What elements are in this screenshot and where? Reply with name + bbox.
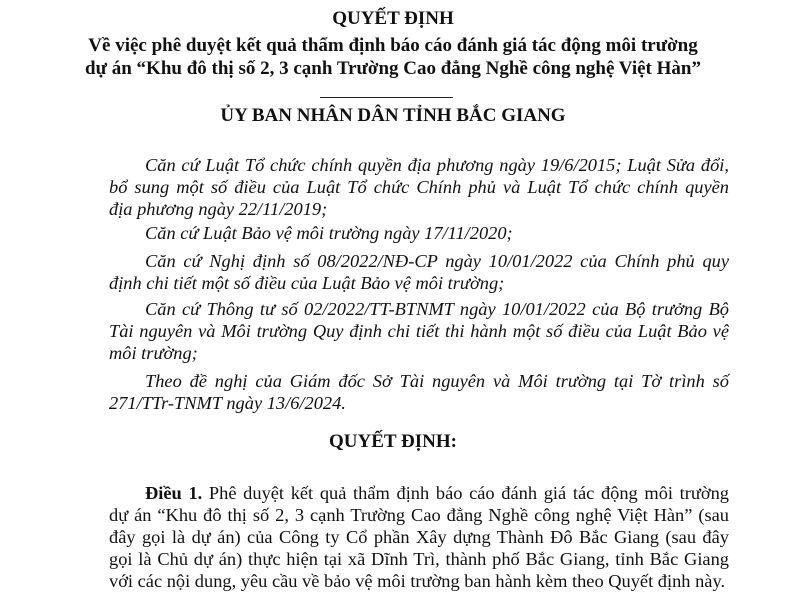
article-1 xyxy=(109,482,729,592)
text-line: dự án “Khu đô thị số 2, 3 cạnh Trường Cao đẳng Nghề công nghệ Việt Hàn” (sau xyxy=(109,505,729,525)
article-label: Điều 1. xyxy=(145,483,203,503)
text-line: với các nội dung, yêu cầu về bảo vệ môi trường ban hành kèm theo Quyết định này. xyxy=(109,571,726,591)
document-title: QUYẾT ĐỊNH xyxy=(332,8,454,29)
text-line: bổ sung một số điều của Luật Tổ chức Chính phủ và Luật Tổ chức chính quyền xyxy=(109,177,729,197)
text-segment: Phê duyệt kết quả thẩm định báo cáo đánh giá tác động môi trường xyxy=(202,483,729,503)
preamble-paragraph xyxy=(109,370,729,414)
text-line: Căn cứ Luật Tổ chức chính quyền địa phương ngày 19/6/2015; Luật Sửa đổi, xyxy=(145,155,729,175)
preamble-paragraph xyxy=(109,222,729,244)
text-line: Căn cứ Luật Bảo vệ môi trường ngày 17/11/2020; xyxy=(145,223,513,243)
text-line: Tài nguyên và Môi trường Quy định chi tiết thi hành một số điều của Luật Bảo vệ xyxy=(109,321,729,341)
text-line: Theo đề nghị của Giám đốc Sở Tài nguyên và Môi trường tại Tờ trình số xyxy=(145,371,729,391)
document-subtitle-line1: Về việc phê duyệt kết quả thẩm định báo cáo đánh giá tác động môi trường xyxy=(88,35,698,56)
document-subtitle-line2: dự án “Khu đô thị số 2, 3 cạnh Trường Cao đẳng Nghề công nghệ Việt Hàn” xyxy=(85,58,701,79)
text-line: định chi tiết một số điều của Luật Bảo vệ môi trường; xyxy=(109,273,505,293)
text-line: đây gọi là dự án) của Công ty Cổ phần Xây dựng Thành Đô Bắc Giang (sau đây xyxy=(109,527,729,547)
text-line: môi trường; xyxy=(109,343,198,363)
text-line: Căn cứ Nghị định số 08/2022/NĐ-CP ngày 10/01/2022 của Chính phủ quy xyxy=(145,251,729,271)
preamble-paragraph xyxy=(109,250,729,294)
preamble-paragraph xyxy=(109,154,729,220)
text-line: gọi là Chủ dự án) thực hiện tại xã Dĩnh Trì, thành phố Bắc Giang, tỉnh Bắc Giang xyxy=(109,549,729,569)
text-line: địa phương ngày 22/11/2019; xyxy=(109,199,328,219)
issuing-authority: ỦY BAN NHÂN DÂN TỈNH BẮC GIANG xyxy=(220,105,566,126)
preamble-paragraph xyxy=(109,298,729,364)
text-line xyxy=(109,482,729,504)
title-divider xyxy=(320,97,453,98)
decision-heading: QUYẾT ĐỊNH: xyxy=(329,431,457,452)
text-line: 271/TTr-TNMT ngày 13/6/2024. xyxy=(109,393,346,413)
text-line: Căn cứ Thông tư số 02/2022/TT-BTNMT ngày 10/01/2022 của Bộ trưởng Bộ xyxy=(145,299,729,319)
